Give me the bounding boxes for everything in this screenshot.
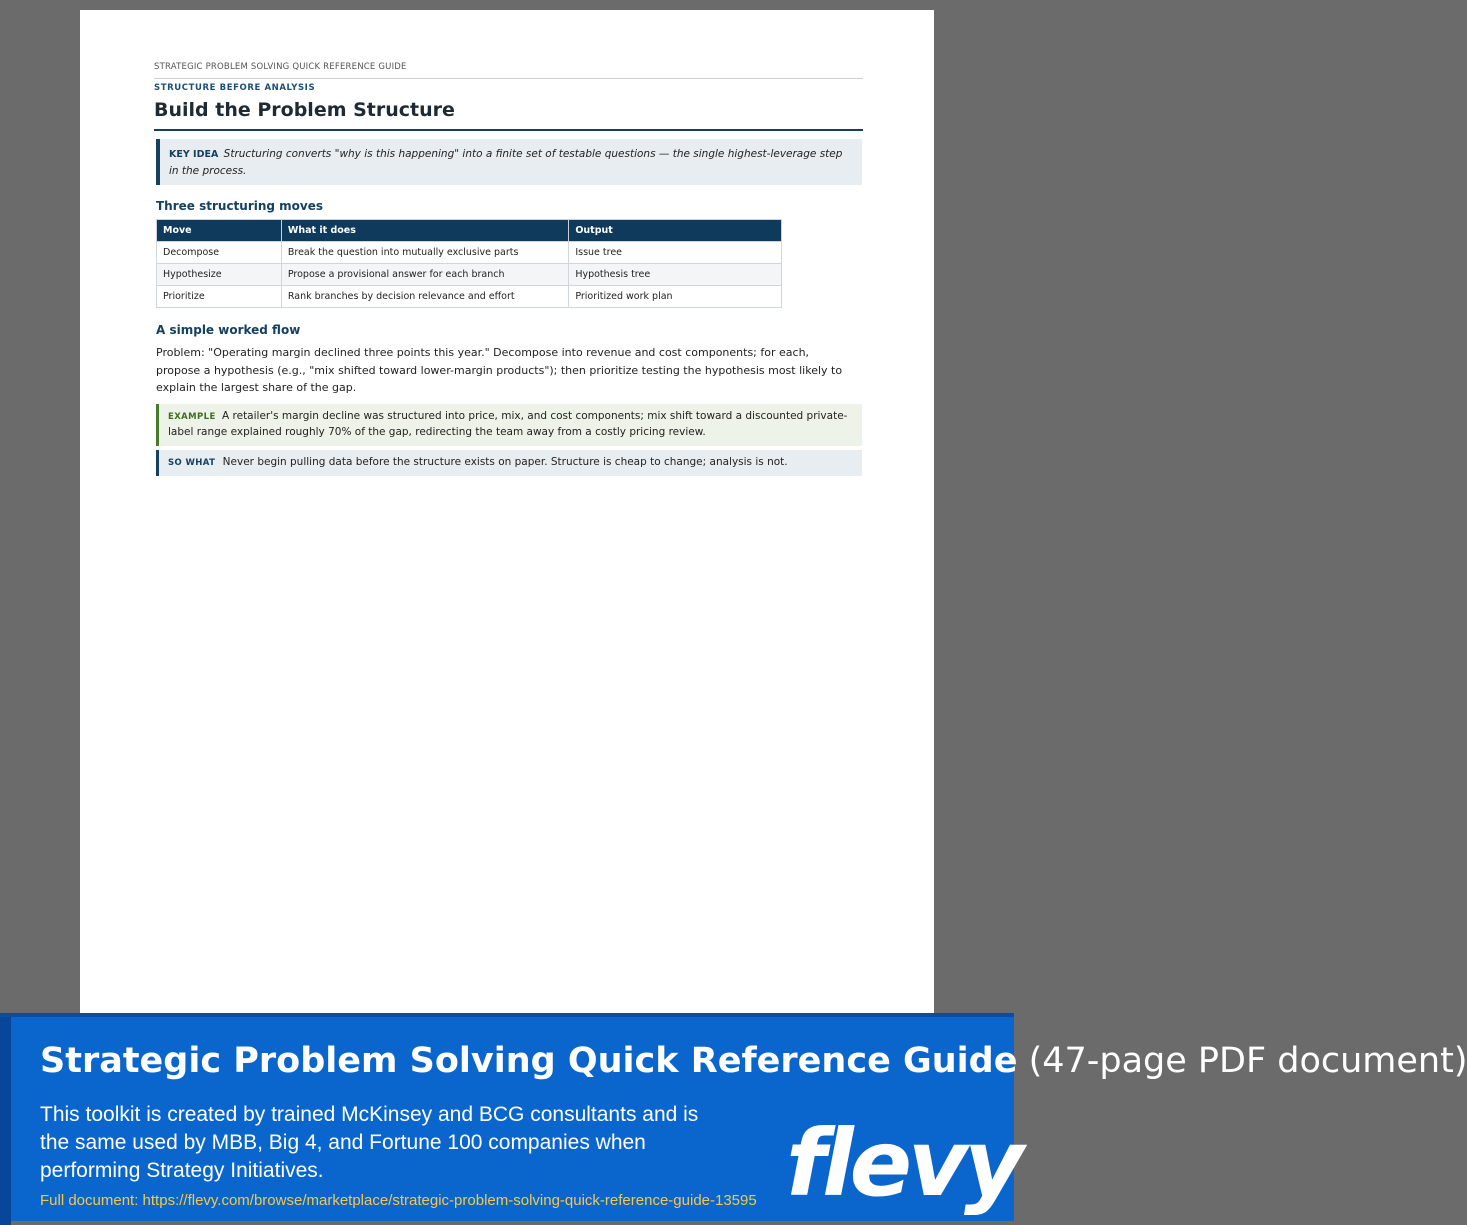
running-head: STRATEGIC PROBLEM SOLVING QUICK REFERENCE GUIDE (154, 62, 863, 79)
banner-title (40, 1041, 1467, 1081)
example-tag: EXAMPLE (168, 411, 216, 422)
table-cell: Prioritize (157, 286, 282, 308)
so-what-tag: SO WHAT (168, 457, 216, 468)
column-header: What it does (281, 220, 568, 242)
table-row (157, 264, 782, 286)
page-content (154, 62, 863, 476)
table-row (157, 286, 782, 308)
table-cell: Decompose (157, 242, 282, 264)
so-what-callout (156, 450, 862, 476)
flow-paragraph: Problem: "Operating margin declined three points this year." Decompose into revenue and cost components; for each, propose a hypothesis (e.g., "mix shifted toward lower-margin products"); then prioritize testing the hypothesis most likely to explain the largest share of the gap. (156, 346, 843, 394)
moves-heading: Three structuring moves (156, 199, 324, 213)
page-title: Build the Problem Structure (154, 99, 863, 131)
moves-table (156, 219, 782, 308)
banner-description: This toolkit is created by trained McKinsey and BCG consultants and is the same used by MBB, Big 4, and Fortune 100 companies when performing Strategy Initiatives. (40, 1103, 699, 1182)
key-idea-text: Structuring converts "why is this happening" into a finite set of testable questions — the single highest-leverage step in the process. (169, 148, 843, 177)
banner-title-bold: Strategic Problem Solving Quick Reference Guide (40, 1041, 1018, 1081)
banner-edge (0, 1017, 11, 1225)
example-callout (156, 404, 862, 446)
key-idea-tag: KEY IDEA (169, 149, 219, 160)
table-cell: Issue tree (569, 242, 782, 264)
column-header: Move (157, 220, 282, 242)
column-header: Output (569, 220, 782, 242)
table-cell: Rank branches by decision relevance and effort (281, 286, 568, 308)
document-page (80, 10, 934, 1013)
table-cell: Hypothesize (157, 264, 282, 286)
table-row (157, 242, 782, 264)
table-header-row (157, 220, 782, 242)
full-document-link[interactable]: Full document: https://flevy.com/browse/marketplace/strategic-problem-solving-quick-reference-guide-13595 (40, 1192, 757, 1209)
table-cell: Propose a provisional answer for each branch (281, 264, 568, 286)
key-idea-callout (156, 139, 862, 185)
banner-title-rest: (47-page PDF document) (1017, 1041, 1467, 1081)
example-text: A retailer's margin decline was structured into price, mix, and cost components; mix shift toward a discounted private-label range explained roughly 70% of the gap, redirecting the team away from a costly pricing review. (168, 409, 848, 438)
section-eyebrow: STRUCTURE BEFORE ANALYSIS (154, 83, 316, 93)
flevy-logo[interactable] (786, 1109, 1020, 1217)
table-cell: Prioritized work plan (569, 286, 782, 308)
table-cell: Hypothesis tree (569, 264, 782, 286)
so-what-text: Never begin pulling data before the structure exists on paper. Structure is cheap to change; analysis is not. (222, 455, 788, 468)
flevy-logo-text: flevy (786, 1110, 1020, 1217)
table-cell: Break the question into mutually exclusive parts (281, 242, 568, 264)
promo-banner (0, 1013, 1467, 1221)
flow-heading: A simple worked flow (156, 323, 301, 337)
